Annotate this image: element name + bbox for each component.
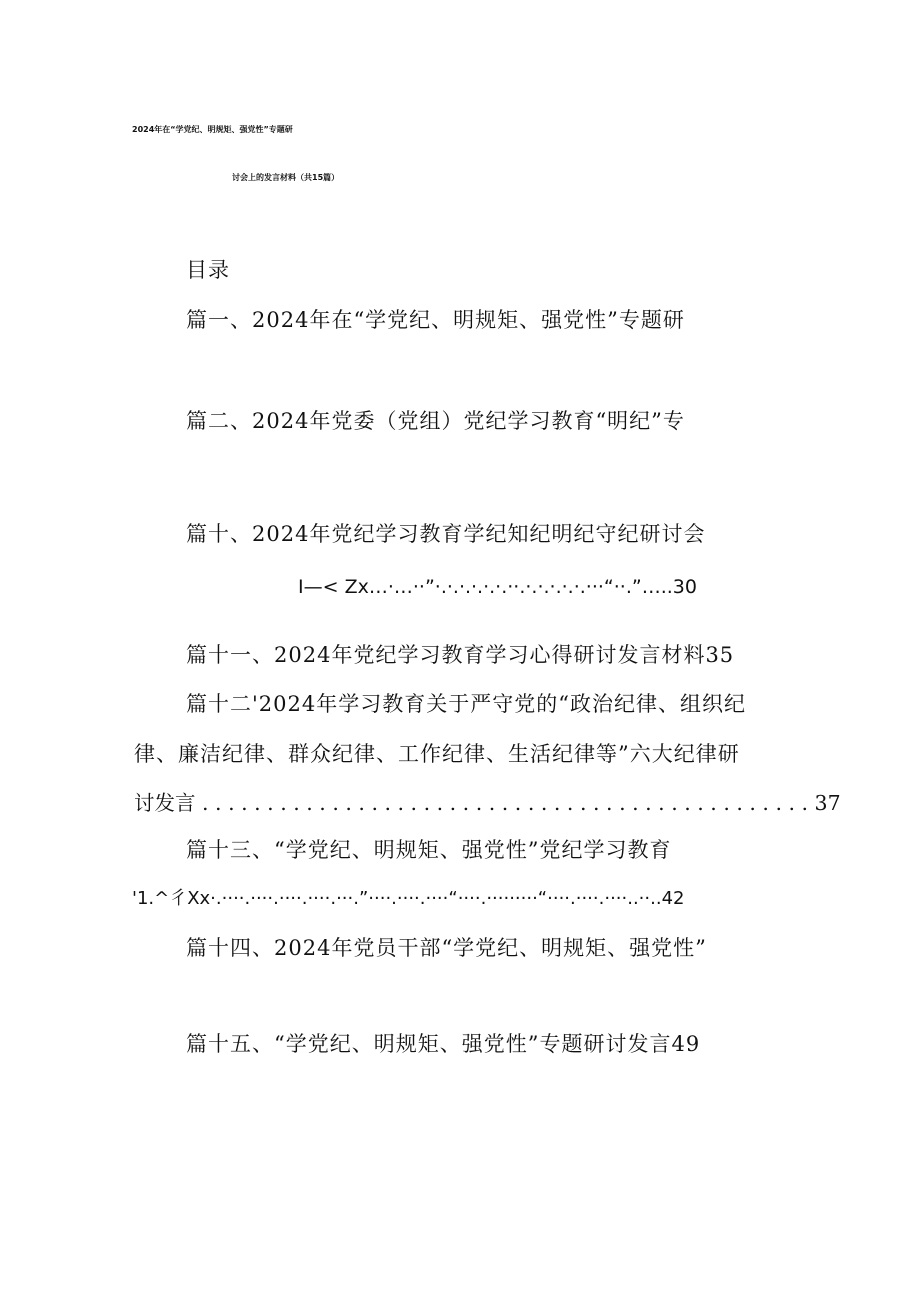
toc-entry-12-line-2: 律、廉洁纪律、群众纪律、工作纪律、生活纪律等”六大纪律研 (134, 742, 740, 766)
toc-entry-2: 篇二、2024年党委（党组）党纪学习教育“明纪”专 (186, 409, 685, 433)
toc-entry-13: 篇十三、“学党纪、明规矩、强党性”党纪学习教育 (186, 838, 672, 862)
toc-entry-1: 篇一、2024年在“学党纪、明规矩、强党性”专题研 (186, 308, 685, 332)
document-title-line-1: 2024年在“学党纪、明规矩、强党性”专题研 (132, 125, 293, 134)
toc-entry-10-leader: I—< Zx…·…··”·.·.·.·.·.·.··.·.·.·.·.·.···“··.”…..30 (298, 576, 697, 598)
toc-heading: 目录 (186, 258, 230, 282)
document-title-line-2: 讨会上的发言材料（共15篇） (232, 173, 340, 182)
toc-entry-11: 篇十一、2024年党纪学习教育学习心得研讨发言材料35 (186, 643, 735, 667)
toc-entry-14: 篇十四、2024年党员干部“学党纪、明规矩、强党性” (186, 936, 707, 960)
toc-entry-15: 篇十五、“学党纪、明规矩、强党性”专题研讨发言49 (186, 1032, 701, 1056)
toc-entry-10: 篇十、2024年党纪学习教育学纪知纪明纪守纪研讨会 (186, 522, 706, 546)
toc-entry-12-line-3: 讨发言 . . . . . . . . . . . . . . . . . . . . . . . . . . . . . . . . . . . . . . . . . . . . . . . 37 (134, 791, 841, 815)
toc-entry-12-line-1: 篇十二'2024年学习教育关于严守党的“政治纪律、组织纪 (186, 692, 746, 716)
toc-entry-13-leader: '1.^彳Xx·.····.····.····.····.···.”····.····.····“····.·········“····.····.····..··..42 (132, 888, 685, 909)
